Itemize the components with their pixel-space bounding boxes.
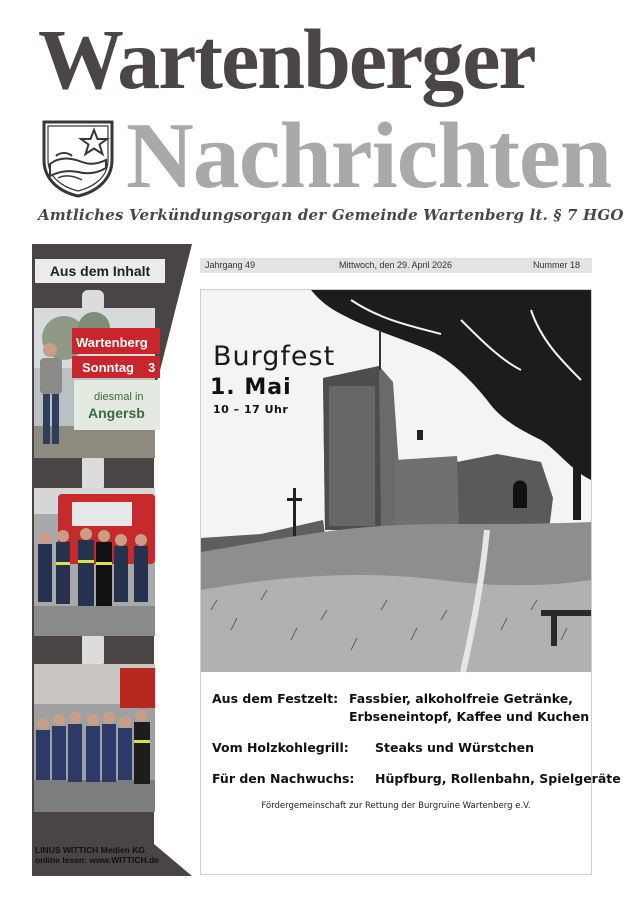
- info-value: Fassbier, alkoholfreie Getränke,: [349, 691, 573, 706]
- publisher-name: LINUS WITTICH Medien KG: [35, 845, 146, 855]
- info-value: Steaks und Würstchen: [375, 740, 535, 755]
- contents-heading: Aus dem Inhalt: [35, 259, 165, 283]
- poster-title: Burgfest: [213, 341, 336, 372]
- masthead-subtitle: Amtliches Verkündungsorgan der Gemeinde Wartenberg lt. § 7 HGO: [38, 206, 624, 224]
- newspaper-title-line2: Nachrichten: [126, 104, 612, 208]
- sign-text-2: Sonntag: [82, 360, 134, 375]
- sidebar-photo-firebrigade[interactable]: [34, 488, 155, 636]
- info-value: Hüpfburg, Rollenbahn, Spielgeräte: [375, 771, 621, 786]
- publisher-info: [35, 845, 175, 865]
- newspaper-title-line1: Wartenberger: [38, 11, 535, 107]
- coat-of-arms-star-icon: [38, 116, 118, 198]
- publisher-website[interactable]: online lesen: www.WITTICH.de: [35, 855, 159, 865]
- issue-date: Mittwoch, den 29. April 2026: [339, 260, 453, 270]
- sign-text-1: Wartenberg: [76, 335, 148, 350]
- banner-text-2: Angersb: [88, 405, 145, 421]
- poster-organizer: Fördergemeinschaft zur Rettung der Burgruine Wartenberg e.V.: [261, 801, 531, 811]
- info-label: Aus dem Festzelt:: [212, 691, 339, 706]
- issue-volume: Jahrgang 49: [205, 260, 256, 270]
- info-label: Vom Holzkohlegrill:: [212, 740, 349, 755]
- sidebar-photo-sign[interactable]: [34, 308, 155, 458]
- sidebar-contents: [32, 244, 192, 876]
- sign-text-2-suffix: 3: [148, 360, 156, 375]
- masthead: [0, 0, 625, 240]
- sidebar-photo-youth-group[interactable]: [34, 664, 155, 812]
- poster-date: 1. Mai: [210, 375, 292, 400]
- poster-time: 10 – 17 Uhr: [213, 403, 289, 416]
- info-value-continued: Erbseneintopf, Kaffee und Kuchen: [349, 709, 590, 724]
- burgfest-poster: [200, 289, 621, 875]
- issue-info-bar: [200, 258, 592, 273]
- issue-number: Nummer 18: [532, 260, 580, 270]
- banner-text-1: diesmal in: [94, 391, 144, 403]
- info-label: Für den Nachwuchs:: [212, 771, 355, 786]
